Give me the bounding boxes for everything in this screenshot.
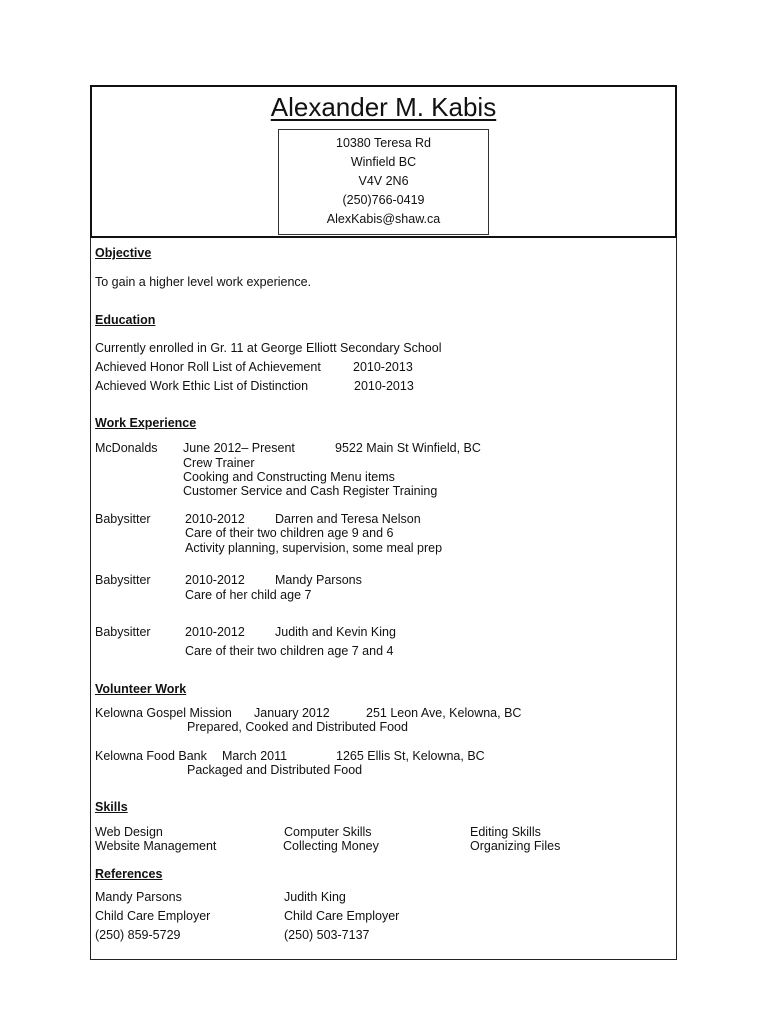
contact-street: 10380 Teresa Rd: [336, 136, 431, 150]
job-employer: McDonalds: [95, 441, 158, 455]
job-detail: Care of their two children age 7 and 4: [185, 644, 394, 658]
job-dates: 2010-2012: [185, 512, 245, 526]
contact-phone: (250)766-0419: [342, 193, 425, 207]
skill-item: Web Design: [95, 825, 163, 839]
volunteer-org: Kelowna Food Bank: [95, 749, 207, 763]
job-dates: June 2012– Present: [183, 441, 295, 455]
job-location: Judith and Kevin King: [275, 625, 396, 639]
education-line: Achieved Work Ethic List of Distinction: [95, 379, 309, 393]
section-heading-references: References: [95, 867, 163, 881]
skill-item: Website Management: [95, 839, 217, 853]
section-heading-skills: Skills: [95, 800, 128, 814]
job-detail: Cooking and Constructing Menu items: [183, 470, 395, 484]
volunteer-address: 251 Leon Ave, Kelowna, BC: [366, 706, 522, 720]
skill-item: Computer Skills: [284, 825, 372, 839]
education-line: Currently enrolled in Gr. 11 at George Elliott Secondary School: [95, 341, 442, 355]
resume-name: Alexander M. Kabis: [270, 92, 497, 122]
job-dates: 2010-2012: [185, 573, 245, 587]
education-line: Achieved Honor Roll List of Achievement: [95, 360, 321, 374]
education-years: 2010-2013: [353, 360, 413, 374]
job-detail: Care of her child age 7: [185, 588, 312, 602]
job-detail: Activity planning, supervision, some meal prep: [185, 541, 443, 555]
education-years: 2010-2013: [354, 379, 414, 393]
volunteer-org: Kelowna Gospel Mission: [95, 706, 232, 720]
skill-item: Organizing Files: [470, 839, 561, 853]
section-heading-education: Education: [95, 313, 156, 327]
reference-role: Child Care Employer: [284, 909, 400, 923]
reference-phone: (250) 859-5729: [95, 928, 181, 942]
skill-item: Collecting Money: [283, 839, 379, 853]
volunteer-address: 1265 Ellis St, Kelowna, BC: [336, 749, 485, 763]
job-detail: Customer Service and Cash Register Training: [183, 484, 438, 498]
volunteer-date: March 2011: [222, 749, 288, 763]
job-detail: Crew Trainer: [183, 456, 255, 470]
section-heading-objective: Objective: [95, 246, 152, 260]
reference-name: Judith King: [284, 890, 346, 904]
job-dates: 2010-2012: [185, 625, 245, 639]
contact-email: AlexKabis@shaw.ca: [326, 212, 441, 226]
volunteer-date: January 2012: [254, 706, 330, 720]
contact-postal: V4V 2N6: [358, 174, 409, 188]
job-detail: Care of their two children age 9 and 6: [185, 526, 394, 540]
job-employer: Babysitter: [95, 512, 151, 526]
reference-name: Mandy Parsons: [95, 890, 182, 904]
skill-item: Editing Skills: [470, 825, 541, 839]
reference-role: Child Care Employer: [95, 909, 211, 923]
job-employer: Babysitter: [95, 573, 151, 587]
job-location: Mandy Parsons: [275, 573, 362, 587]
objective-text: To gain a higher level work experience.: [95, 275, 312, 289]
contact-city: Winfield BC: [350, 155, 417, 169]
reference-phone: (250) 503-7137: [284, 928, 370, 942]
job-location: Darren and Teresa Nelson: [275, 512, 421, 526]
job-location: 9522 Main St Winfield, BC: [335, 441, 481, 455]
section-heading-work: Work Experience: [95, 416, 197, 430]
section-heading-volunteer: Volunteer Work: [95, 682, 187, 696]
volunteer-detail: Prepared, Cooked and Distributed Food: [187, 720, 408, 734]
job-employer: Babysitter: [95, 625, 151, 639]
volunteer-detail: Packaged and Distributed Food: [187, 763, 363, 777]
